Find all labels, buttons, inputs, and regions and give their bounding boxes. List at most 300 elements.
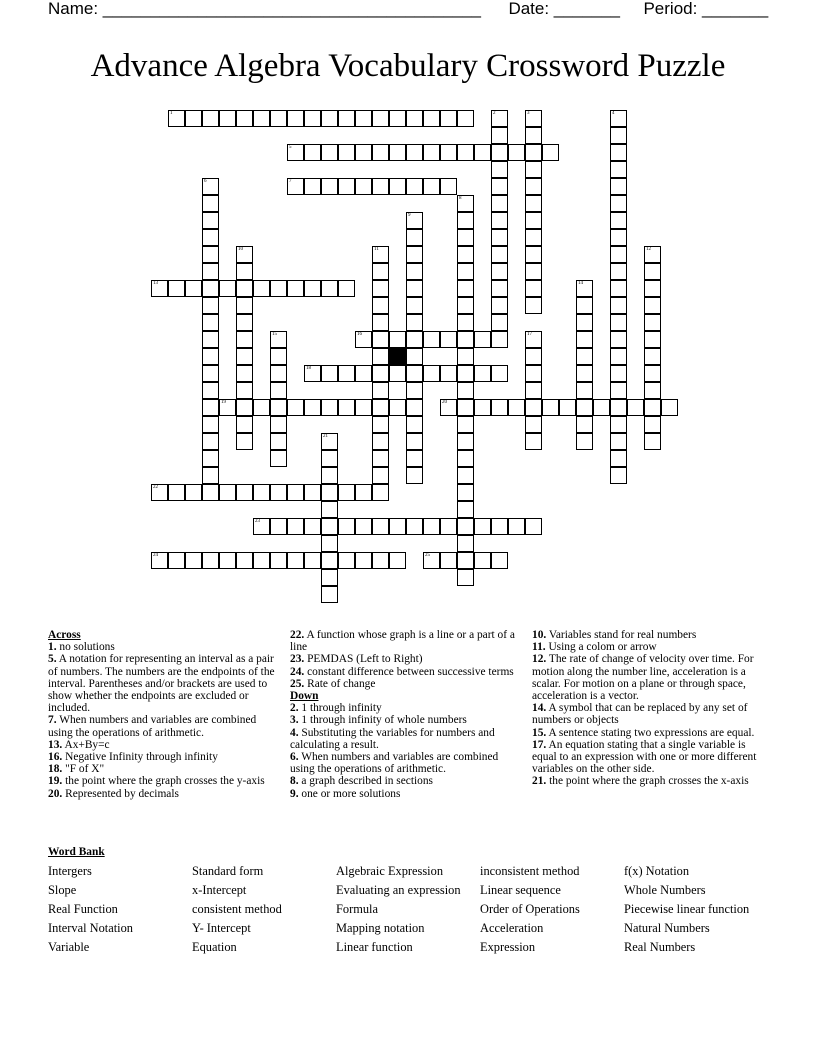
crossword-cell[interactable] bbox=[644, 331, 661, 348]
crossword-cell[interactable] bbox=[202, 433, 219, 450]
crossword-cell[interactable] bbox=[253, 399, 270, 416]
crossword-cell[interactable] bbox=[457, 229, 474, 246]
crossword-cell[interactable] bbox=[440, 552, 457, 569]
crossword-cell[interactable] bbox=[236, 484, 253, 501]
crossword-cell[interactable] bbox=[610, 110, 627, 127]
crossword-cell[interactable] bbox=[253, 518, 270, 535]
crossword-cell[interactable] bbox=[168, 280, 185, 297]
crossword-cell[interactable] bbox=[610, 178, 627, 195]
crossword-cell[interactable] bbox=[236, 348, 253, 365]
crossword-cell[interactable] bbox=[270, 450, 287, 467]
crossword-cell[interactable] bbox=[304, 178, 321, 195]
crossword-cell[interactable] bbox=[576, 331, 593, 348]
crossword-cell[interactable] bbox=[321, 399, 338, 416]
crossword-cell[interactable] bbox=[253, 484, 270, 501]
crossword-cell[interactable] bbox=[559, 399, 576, 416]
crossword-cell[interactable] bbox=[644, 314, 661, 331]
crossword-cell[interactable] bbox=[372, 433, 389, 450]
crossword-cell[interactable] bbox=[236, 416, 253, 433]
crossword-cell[interactable] bbox=[406, 450, 423, 467]
crossword-cell[interactable] bbox=[610, 195, 627, 212]
crossword-cell[interactable] bbox=[457, 263, 474, 280]
crossword-cell[interactable] bbox=[304, 365, 321, 382]
crossword-cell[interactable] bbox=[321, 501, 338, 518]
crossword-cell[interactable] bbox=[372, 348, 389, 365]
crossword-cell[interactable] bbox=[610, 348, 627, 365]
crossword-cell[interactable] bbox=[440, 399, 457, 416]
crossword-cell[interactable] bbox=[457, 450, 474, 467]
crossword-cell[interactable] bbox=[270, 280, 287, 297]
crossword-cell[interactable] bbox=[423, 518, 440, 535]
crossword-cell[interactable] bbox=[627, 399, 644, 416]
crossword-cell[interactable] bbox=[321, 178, 338, 195]
crossword-cell[interactable] bbox=[525, 246, 542, 263]
crossword-cell[interactable] bbox=[576, 399, 593, 416]
crossword-cell[interactable] bbox=[610, 331, 627, 348]
crossword-cell[interactable] bbox=[491, 297, 508, 314]
crossword-cell[interactable] bbox=[406, 246, 423, 263]
crossword-cell[interactable] bbox=[491, 127, 508, 144]
crossword-cell[interactable] bbox=[610, 263, 627, 280]
crossword-cell[interactable] bbox=[219, 110, 236, 127]
crossword-cell[interactable] bbox=[202, 229, 219, 246]
crossword-cell[interactable] bbox=[389, 399, 406, 416]
crossword-cell[interactable] bbox=[236, 110, 253, 127]
crossword-cell[interactable] bbox=[406, 518, 423, 535]
crossword-cell[interactable] bbox=[576, 416, 593, 433]
crossword-cell[interactable] bbox=[474, 399, 491, 416]
crossword-cell[interactable] bbox=[525, 518, 542, 535]
crossword-cell[interactable] bbox=[151, 484, 168, 501]
crossword-cell[interactable] bbox=[406, 348, 423, 365]
crossword-cell[interactable] bbox=[219, 484, 236, 501]
crossword-cell[interactable] bbox=[321, 552, 338, 569]
crossword-cell[interactable] bbox=[202, 195, 219, 212]
crossword-cell[interactable] bbox=[185, 484, 202, 501]
crossword-cell[interactable] bbox=[389, 331, 406, 348]
crossword-cell[interactable] bbox=[236, 382, 253, 399]
crossword-cell[interactable] bbox=[491, 263, 508, 280]
crossword-cell[interactable] bbox=[423, 365, 440, 382]
crossword-cell[interactable] bbox=[253, 110, 270, 127]
crossword-cell[interactable] bbox=[457, 569, 474, 586]
crossword-cell[interactable] bbox=[525, 399, 542, 416]
crossword-cell[interactable] bbox=[525, 416, 542, 433]
name-field[interactable]: Name: ________________________________________ bbox=[48, 0, 481, 18]
crossword-cell[interactable] bbox=[202, 110, 219, 127]
crossword-cell[interactable] bbox=[287, 178, 304, 195]
crossword-cell[interactable] bbox=[372, 484, 389, 501]
crossword-cell[interactable] bbox=[270, 365, 287, 382]
crossword-cell[interactable] bbox=[151, 552, 168, 569]
crossword-cell[interactable] bbox=[457, 433, 474, 450]
crossword-cell[interactable] bbox=[202, 416, 219, 433]
crossword-cell[interactable] bbox=[440, 365, 457, 382]
crossword-cell[interactable] bbox=[525, 297, 542, 314]
crossword-cell[interactable] bbox=[406, 331, 423, 348]
crossword-cell[interactable] bbox=[508, 399, 525, 416]
crossword-cell[interactable] bbox=[372, 178, 389, 195]
crossword-cell[interactable] bbox=[236, 246, 253, 263]
crossword-cell[interactable] bbox=[525, 110, 542, 127]
crossword-cell[interactable] bbox=[372, 399, 389, 416]
crossword-cell[interactable] bbox=[406, 433, 423, 450]
crossword-cell[interactable] bbox=[423, 331, 440, 348]
crossword-cell[interactable] bbox=[321, 467, 338, 484]
crossword-cell[interactable] bbox=[542, 144, 559, 161]
crossword-cell[interactable] bbox=[406, 399, 423, 416]
crossword-cell[interactable] bbox=[185, 552, 202, 569]
crossword-cell[interactable] bbox=[287, 484, 304, 501]
crossword-cell[interactable] bbox=[491, 195, 508, 212]
crossword-cell[interactable] bbox=[457, 535, 474, 552]
crossword-cell[interactable] bbox=[202, 178, 219, 195]
crossword-cell[interactable] bbox=[355, 331, 372, 348]
crossword-cell[interactable] bbox=[491, 331, 508, 348]
crossword-cell[interactable] bbox=[202, 314, 219, 331]
crossword-cell[interactable] bbox=[644, 348, 661, 365]
crossword-cell[interactable] bbox=[321, 280, 338, 297]
crossword-cell[interactable] bbox=[372, 331, 389, 348]
crossword-cell[interactable] bbox=[457, 399, 474, 416]
crossword-cell[interactable] bbox=[406, 467, 423, 484]
crossword-cell[interactable] bbox=[440, 331, 457, 348]
crossword-cell[interactable] bbox=[406, 382, 423, 399]
crossword-cell[interactable] bbox=[457, 246, 474, 263]
crossword-cell[interactable] bbox=[491, 518, 508, 535]
crossword-cell[interactable] bbox=[610, 382, 627, 399]
crossword-cell[interactable] bbox=[321, 450, 338, 467]
crossword-cell[interactable] bbox=[542, 399, 559, 416]
crossword-cell[interactable] bbox=[287, 110, 304, 127]
crossword-cell[interactable] bbox=[355, 110, 372, 127]
crossword-cell[interactable] bbox=[491, 229, 508, 246]
crossword-cell[interactable] bbox=[508, 518, 525, 535]
crossword-cell[interactable] bbox=[202, 399, 219, 416]
crossword-cell[interactable] bbox=[270, 331, 287, 348]
crossword-cell[interactable] bbox=[202, 280, 219, 297]
crossword-cell[interactable] bbox=[610, 365, 627, 382]
crossword-cell[interactable] bbox=[219, 552, 236, 569]
crossword-cell[interactable] bbox=[610, 297, 627, 314]
crossword-cell[interactable] bbox=[491, 399, 508, 416]
crossword-cell[interactable] bbox=[644, 399, 661, 416]
crossword-cell[interactable] bbox=[270, 382, 287, 399]
crossword-cell[interactable] bbox=[610, 314, 627, 331]
crossword-cell[interactable] bbox=[202, 246, 219, 263]
crossword-cell[interactable] bbox=[593, 399, 610, 416]
crossword-cell[interactable] bbox=[372, 382, 389, 399]
crossword-cell[interactable] bbox=[202, 552, 219, 569]
crossword-cell[interactable] bbox=[389, 518, 406, 535]
crossword-cell[interactable] bbox=[423, 110, 440, 127]
crossword-cell[interactable] bbox=[236, 297, 253, 314]
crossword-cell[interactable] bbox=[423, 144, 440, 161]
crossword-cell[interactable] bbox=[355, 399, 372, 416]
crossword-cell[interactable] bbox=[372, 467, 389, 484]
crossword-cell[interactable] bbox=[406, 314, 423, 331]
crossword-cell[interactable] bbox=[474, 365, 491, 382]
crossword-cell[interactable] bbox=[423, 552, 440, 569]
crossword-cell[interactable] bbox=[287, 144, 304, 161]
crossword-cell[interactable] bbox=[644, 433, 661, 450]
crossword-cell[interactable] bbox=[321, 484, 338, 501]
crossword-cell[interactable] bbox=[321, 110, 338, 127]
crossword-cell[interactable] bbox=[525, 263, 542, 280]
crossword-cell[interactable] bbox=[304, 144, 321, 161]
crossword-cell[interactable] bbox=[423, 178, 440, 195]
crossword-cell[interactable] bbox=[321, 535, 338, 552]
crossword-cell[interactable] bbox=[338, 399, 355, 416]
date-field[interactable]: Date: _______ bbox=[508, 0, 620, 18]
crossword-cell[interactable] bbox=[525, 195, 542, 212]
crossword-cell[interactable] bbox=[644, 297, 661, 314]
crossword-cell[interactable] bbox=[440, 518, 457, 535]
crossword-cell[interactable] bbox=[525, 212, 542, 229]
crossword-cell[interactable] bbox=[270, 110, 287, 127]
crossword-cell[interactable] bbox=[457, 280, 474, 297]
crossword-cell[interactable] bbox=[491, 314, 508, 331]
crossword-cell[interactable] bbox=[355, 552, 372, 569]
crossword-cell[interactable] bbox=[610, 127, 627, 144]
crossword-cell[interactable] bbox=[576, 348, 593, 365]
crossword-cell[interactable] bbox=[406, 297, 423, 314]
crossword-cell[interactable] bbox=[236, 331, 253, 348]
crossword-cell[interactable] bbox=[202, 382, 219, 399]
crossword-cell[interactable] bbox=[270, 552, 287, 569]
crossword-cell[interactable] bbox=[576, 297, 593, 314]
crossword-cell[interactable] bbox=[287, 518, 304, 535]
crossword-cell[interactable] bbox=[610, 280, 627, 297]
crossword-cell[interactable] bbox=[372, 263, 389, 280]
crossword-cell[interactable] bbox=[338, 518, 355, 535]
crossword-cell[interactable] bbox=[406, 110, 423, 127]
crossword-cell[interactable] bbox=[508, 144, 525, 161]
crossword-cell[interactable] bbox=[321, 433, 338, 450]
crossword-cell[interactable] bbox=[661, 399, 678, 416]
crossword-cell[interactable] bbox=[610, 212, 627, 229]
crossword-cell[interactable] bbox=[576, 433, 593, 450]
crossword-cell[interactable] bbox=[644, 382, 661, 399]
crossword-cell[interactable] bbox=[406, 280, 423, 297]
crossword-cell[interactable] bbox=[270, 484, 287, 501]
crossword-cell[interactable] bbox=[491, 161, 508, 178]
crossword-cell[interactable] bbox=[355, 518, 372, 535]
crossword-cell[interactable] bbox=[338, 144, 355, 161]
crossword-cell[interactable] bbox=[525, 178, 542, 195]
crossword-cell[interactable] bbox=[236, 280, 253, 297]
crossword-cell[interactable] bbox=[525, 161, 542, 178]
crossword-cell[interactable] bbox=[202, 263, 219, 280]
crossword-cell[interactable] bbox=[525, 348, 542, 365]
crossword-cell[interactable] bbox=[321, 365, 338, 382]
crossword-cell[interactable] bbox=[236, 552, 253, 569]
period-field[interactable]: Period: _______ bbox=[643, 0, 769, 18]
crossword-cell[interactable] bbox=[355, 484, 372, 501]
crossword-cell[interactable] bbox=[474, 144, 491, 161]
crossword-cell[interactable] bbox=[151, 280, 168, 297]
crossword-cell[interactable] bbox=[406, 144, 423, 161]
crossword-cell[interactable] bbox=[202, 484, 219, 501]
crossword-cell[interactable] bbox=[372, 144, 389, 161]
crossword-cell[interactable] bbox=[168, 484, 185, 501]
crossword-cell[interactable] bbox=[457, 382, 474, 399]
crossword-cell[interactable] bbox=[219, 399, 236, 416]
crossword-cell[interactable] bbox=[457, 365, 474, 382]
crossword-cell[interactable] bbox=[457, 484, 474, 501]
crossword-cell[interactable] bbox=[338, 484, 355, 501]
crossword-cell[interactable] bbox=[644, 416, 661, 433]
crossword-cell[interactable] bbox=[389, 552, 406, 569]
crossword-cell[interactable] bbox=[576, 280, 593, 297]
crossword-cell[interactable] bbox=[236, 399, 253, 416]
crossword-cell[interactable] bbox=[457, 297, 474, 314]
crossword-cell[interactable] bbox=[236, 314, 253, 331]
crossword-cell[interactable] bbox=[168, 110, 185, 127]
crossword-cell[interactable] bbox=[406, 212, 423, 229]
crossword-cell[interactable] bbox=[202, 365, 219, 382]
crossword-cell[interactable] bbox=[202, 450, 219, 467]
crossword-cell[interactable] bbox=[372, 110, 389, 127]
crossword-cell[interactable] bbox=[457, 501, 474, 518]
crossword-cell[interactable] bbox=[610, 467, 627, 484]
crossword-cell[interactable] bbox=[576, 314, 593, 331]
crossword-cell[interactable] bbox=[610, 229, 627, 246]
crossword-cell[interactable] bbox=[491, 110, 508, 127]
crossword-cell[interactable] bbox=[185, 280, 202, 297]
crossword-cell[interactable] bbox=[270, 518, 287, 535]
crossword-cell[interactable] bbox=[372, 416, 389, 433]
crossword-cell[interactable] bbox=[270, 416, 287, 433]
crossword-cell[interactable] bbox=[321, 586, 338, 603]
crossword-cell[interactable] bbox=[287, 399, 304, 416]
crossword-cell[interactable] bbox=[491, 552, 508, 569]
crossword-cell[interactable] bbox=[406, 229, 423, 246]
crossword-cell[interactable] bbox=[610, 416, 627, 433]
crossword-cell[interactable] bbox=[576, 365, 593, 382]
crossword-cell[interactable] bbox=[287, 280, 304, 297]
crossword-cell[interactable] bbox=[610, 433, 627, 450]
crossword-cell[interactable] bbox=[457, 416, 474, 433]
crossword-cell[interactable] bbox=[338, 365, 355, 382]
crossword-cell[interactable] bbox=[610, 161, 627, 178]
crossword-cell[interactable] bbox=[491, 280, 508, 297]
crossword-cell[interactable] bbox=[457, 195, 474, 212]
crossword-cell[interactable] bbox=[440, 144, 457, 161]
crossword-cell[interactable] bbox=[525, 127, 542, 144]
crossword-cell[interactable] bbox=[185, 110, 202, 127]
crossword-cell[interactable] bbox=[525, 433, 542, 450]
crossword-cell[interactable] bbox=[406, 365, 423, 382]
crossword-cell[interactable] bbox=[321, 518, 338, 535]
crossword-cell[interactable] bbox=[219, 280, 236, 297]
crossword-cell[interactable] bbox=[202, 212, 219, 229]
crossword-cell[interactable] bbox=[372, 280, 389, 297]
crossword-cell[interactable] bbox=[491, 365, 508, 382]
crossword-cell[interactable] bbox=[610, 246, 627, 263]
crossword-cell[interactable] bbox=[304, 484, 321, 501]
crossword-cell[interactable] bbox=[304, 280, 321, 297]
crossword-cell[interactable] bbox=[270, 399, 287, 416]
crossword-cell[interactable] bbox=[372, 552, 389, 569]
crossword-cell[interactable] bbox=[355, 365, 372, 382]
crossword-cell[interactable] bbox=[355, 178, 372, 195]
crossword-cell[interactable] bbox=[644, 263, 661, 280]
crossword-cell[interactable] bbox=[610, 399, 627, 416]
crossword-cell[interactable] bbox=[457, 348, 474, 365]
crossword-cell[interactable] bbox=[372, 450, 389, 467]
crossword-cell[interactable] bbox=[644, 246, 661, 263]
crossword-cell[interactable] bbox=[525, 144, 542, 161]
crossword-cell[interactable] bbox=[321, 569, 338, 586]
crossword-cell[interactable] bbox=[644, 280, 661, 297]
crossword-cell[interactable] bbox=[304, 110, 321, 127]
crossword-cell[interactable] bbox=[474, 331, 491, 348]
crossword-cell[interactable] bbox=[236, 365, 253, 382]
crossword-cell[interactable] bbox=[338, 552, 355, 569]
crossword-cell[interactable] bbox=[338, 178, 355, 195]
crossword-cell[interactable] bbox=[525, 382, 542, 399]
crossword-cell[interactable] bbox=[270, 348, 287, 365]
crossword-cell[interactable] bbox=[610, 450, 627, 467]
crossword-cell[interactable] bbox=[525, 229, 542, 246]
crossword-cell[interactable] bbox=[355, 144, 372, 161]
crossword-cell[interactable] bbox=[372, 297, 389, 314]
crossword-cell[interactable] bbox=[236, 263, 253, 280]
crossword-cell[interactable] bbox=[321, 144, 338, 161]
crossword-cell[interactable] bbox=[202, 297, 219, 314]
crossword-cell[interactable] bbox=[440, 178, 457, 195]
crossword-cell[interactable] bbox=[253, 552, 270, 569]
crossword-cell[interactable] bbox=[525, 365, 542, 382]
crossword-cell[interactable] bbox=[202, 331, 219, 348]
crossword-cell[interactable] bbox=[525, 280, 542, 297]
crossword-cell[interactable] bbox=[372, 365, 389, 382]
crossword-cell[interactable] bbox=[457, 467, 474, 484]
crossword-cell[interactable] bbox=[372, 518, 389, 535]
crossword-cell[interactable] bbox=[457, 110, 474, 127]
crossword-cell[interactable] bbox=[491, 246, 508, 263]
crossword-cell[interactable] bbox=[457, 144, 474, 161]
crossword-cell[interactable] bbox=[287, 552, 304, 569]
crossword-cell[interactable] bbox=[168, 552, 185, 569]
crossword-cell[interactable] bbox=[372, 314, 389, 331]
crossword-cell[interactable] bbox=[389, 365, 406, 382]
crossword-cell[interactable] bbox=[389, 178, 406, 195]
crossword-cell[interactable] bbox=[457, 518, 474, 535]
crossword-cell[interactable] bbox=[372, 246, 389, 263]
crossword-cell[interactable] bbox=[525, 331, 542, 348]
crossword-cell[interactable] bbox=[457, 314, 474, 331]
crossword-cell[interactable] bbox=[338, 110, 355, 127]
crossword-cell[interactable] bbox=[491, 212, 508, 229]
crossword-cell[interactable] bbox=[304, 518, 321, 535]
crossword-cell[interactable] bbox=[406, 416, 423, 433]
crossword-cell[interactable] bbox=[440, 110, 457, 127]
crossword-cell[interactable] bbox=[406, 178, 423, 195]
crossword-cell[interactable] bbox=[304, 552, 321, 569]
crossword-cell[interactable] bbox=[304, 399, 321, 416]
crossword-cell[interactable] bbox=[610, 144, 627, 161]
crossword-cell[interactable] bbox=[474, 518, 491, 535]
crossword-cell[interactable] bbox=[389, 110, 406, 127]
crossword-cell[interactable] bbox=[457, 331, 474, 348]
crossword-cell[interactable] bbox=[389, 144, 406, 161]
crossword-cell[interactable] bbox=[202, 348, 219, 365]
crossword-cell[interactable] bbox=[253, 280, 270, 297]
crossword-cell[interactable] bbox=[474, 552, 491, 569]
crossword-cell[interactable] bbox=[270, 433, 287, 450]
